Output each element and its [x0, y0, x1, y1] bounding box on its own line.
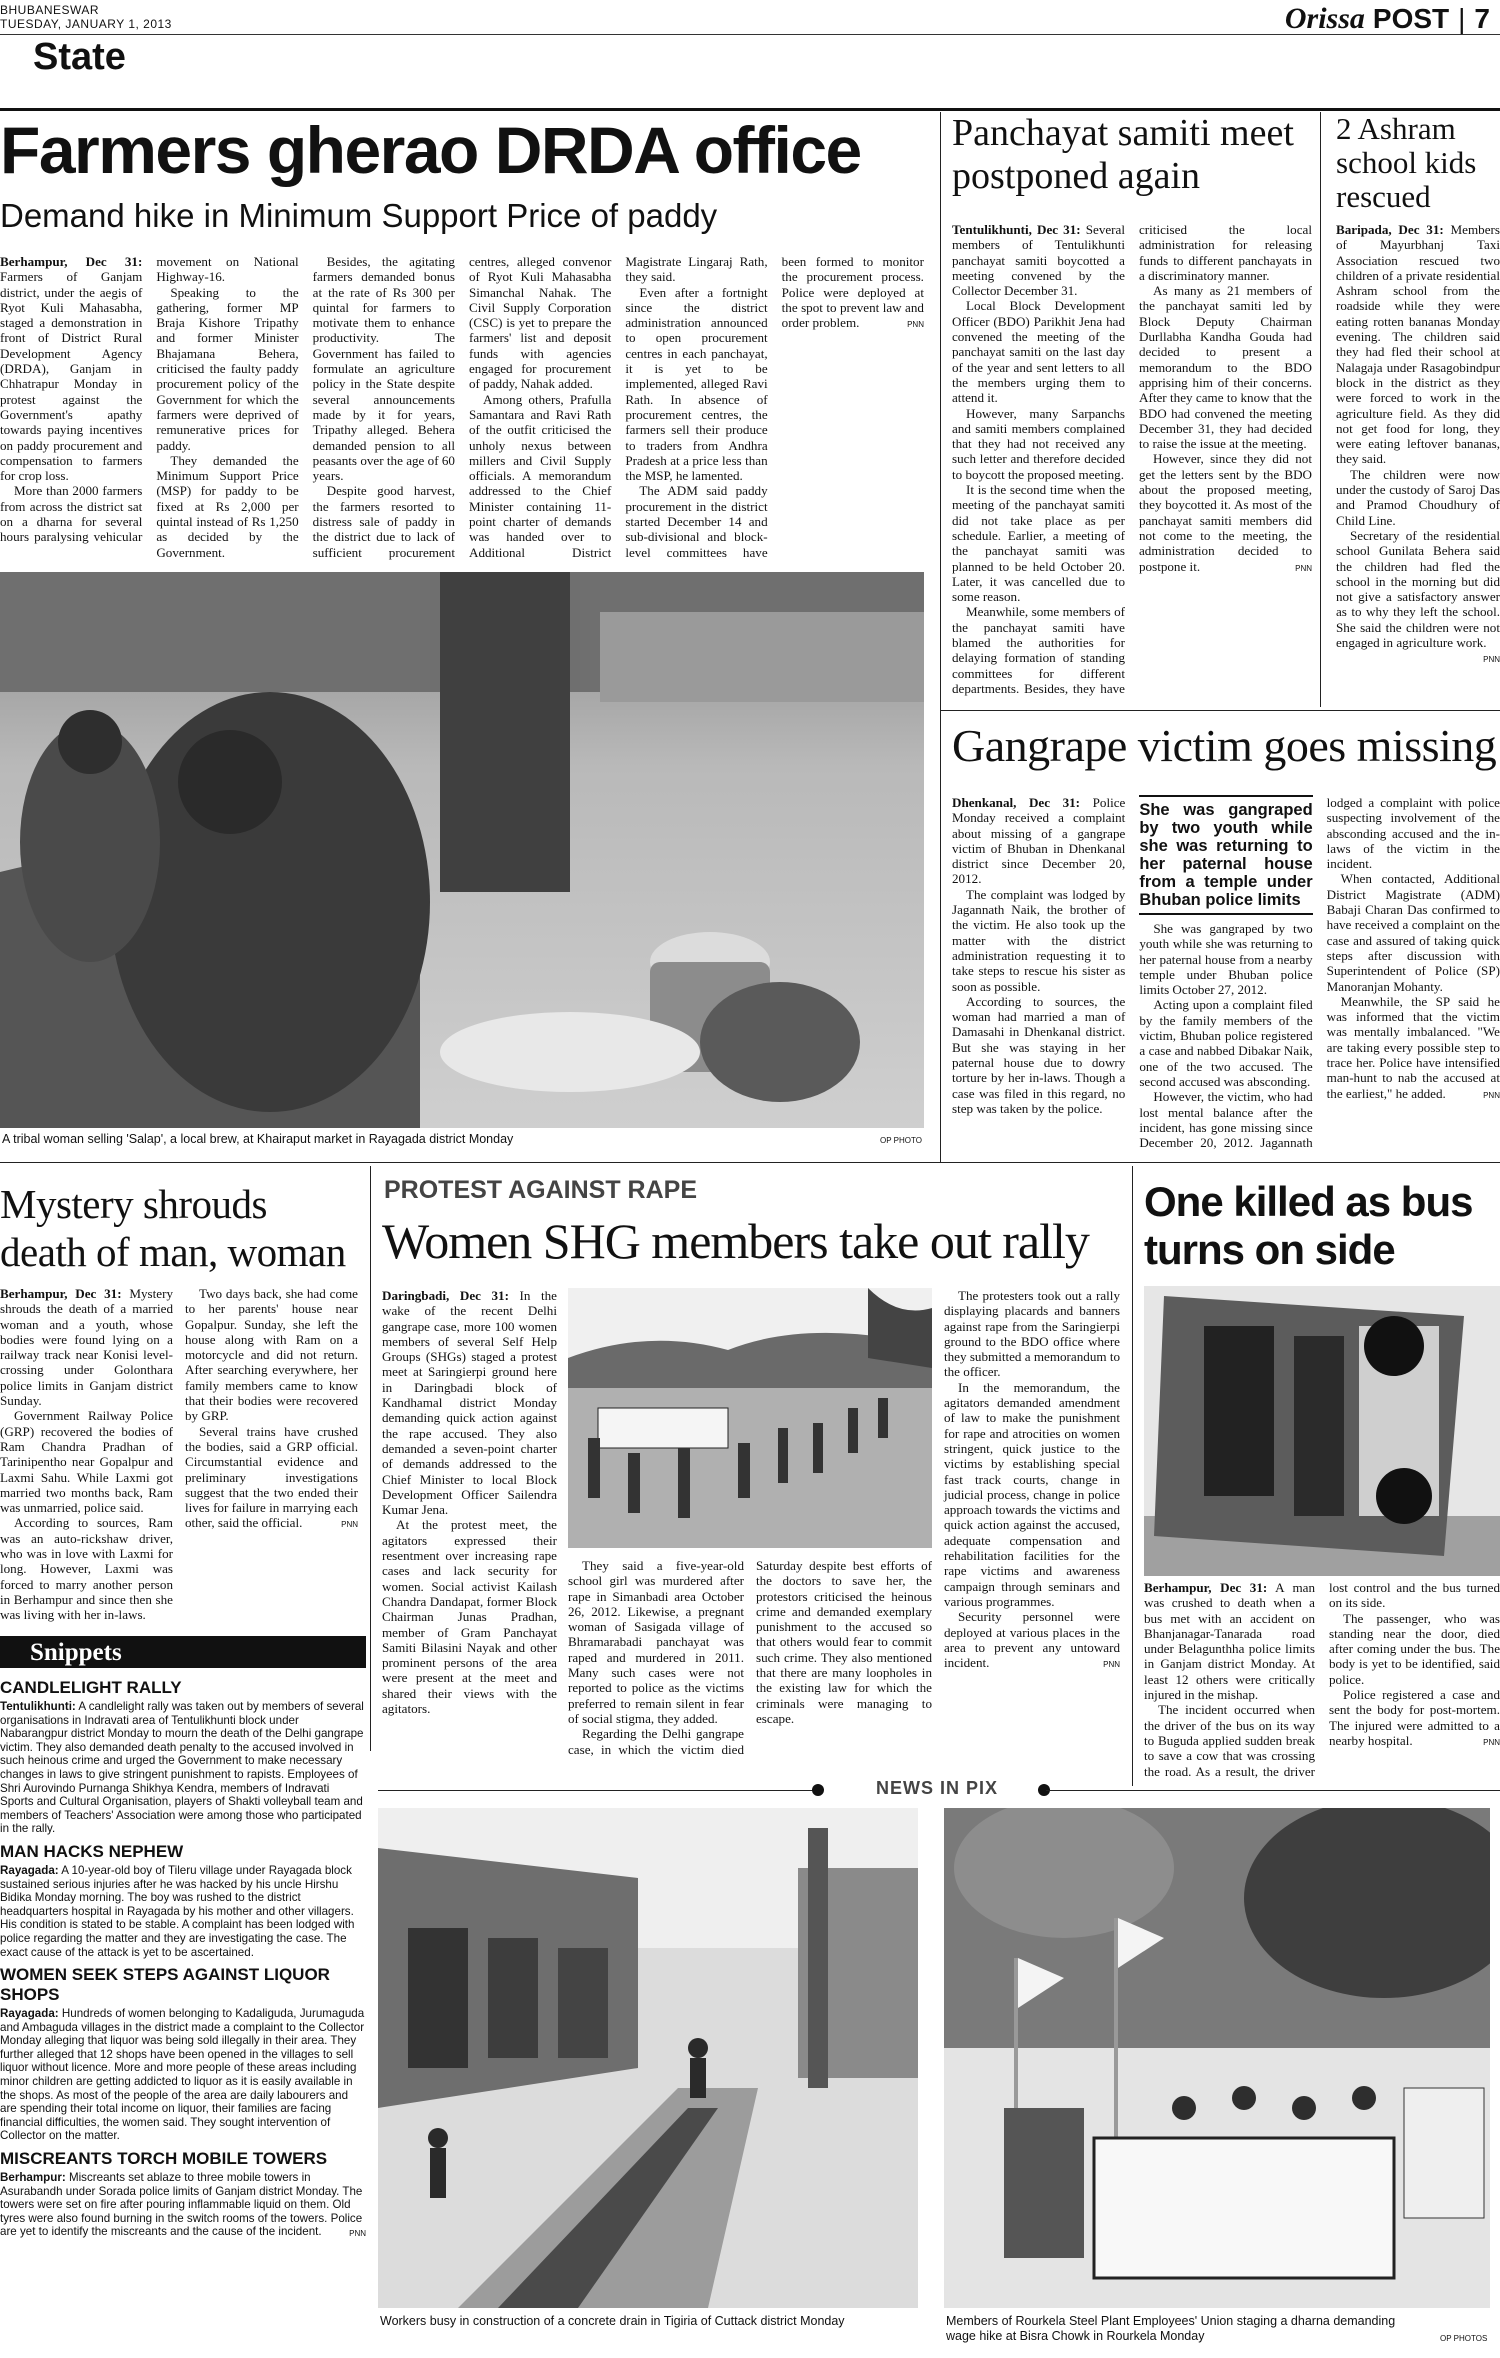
pix-photo-right — [944, 1808, 1490, 2308]
pix-caption-left: Workers busy in construction of a concrete drain in Tigiria of Cuttack district Monday — [380, 2314, 845, 2328]
pix-photo-left — [378, 1808, 918, 2308]
bus-body: Berhampur, Dec 31: A man was crushed to death when a bus met with an accident on Bhanjanagar-Tanarada road under Belagunthha police limits in Ganjam district Monday. At least 12 others were critically injured in the mishap. The incident occurred when the driver of the bus on its way to Buguda applied sudden break to save a cow that was crossing the road. As a result, the driver lost control and the bus turned on its side. The passenger, who was standing near the door, died after coming under the bus. The body is yet to be identified, said police. Police registered a case and sent the body for post-mortem. The injured were admitted to a nearby hospital. PNN — [1144, 1580, 1500, 1779]
paper-name-italic: Orissa — [1284, 2, 1365, 35]
lead-photo — [0, 572, 924, 1128]
rule-ashram-left — [1320, 112, 1321, 707]
masthead-city: BHUBANESWAR — [0, 3, 100, 17]
snippet-item: CANDLELIGHT RALLY Tentulikhunti: A candlelight rally was taken out by members of several organisations in Indravati area of Tentulikhunti block under Nabarangpur district Monday to mourn the death of the Delhi gangrape victim. They also demanded death penalty to the accused involved in such heinous crime and urged the Government to make necessary changes in laws to give stringent punishment to rapists. Employees of Shri Aurovindo Purnanga Shikhya Kendra, members of Indravati Sports and Cultural Organisation, players of Shakti volleyball team and members of Teachers' Association were among those who participated in the rally. — [0, 1678, 364, 1836]
rally-headline: Women SHG members take out rally — [382, 1213, 1089, 1269]
gangrape-headline: Gangrape victim goes missing — [952, 720, 1497, 771]
pix-rule-left — [378, 1790, 818, 1791]
lead-body: Berhampur, Dec 31: Farmers of Ganjam district, under the aegis of Ryot Kuli Mahasabha, staged a demonstration in front of District Rural Development Agency (DRDA), Ganjam in Chhatrapur Monday in protest against the Government's apathy towards paying incentives on paddy procurement and compensation to farmers for crop loss. More than 2000 farmers from across the district sat on a dharna for several hours paralysing vehicular movement on National Highway-16. Speaking to the gathering, former MP Braja Kishore Tripathy and former Minister Bhajamana Behera, criticised the faulty paddy procurement policy of the Government for which the farmers were deprived of remunerative prices for paddy. They demanded the Minimum Support Price (MSP) for paddy to be fixed at Rs 2,000 per quintal instead of Rs 1,250 as decided by the Government. Besides, the agitating farmers demanded bonus at the rate of Rs 300 per quintal for farmers to motivate them to enhance productivity. The Government has failed to formulate an agriculture policy in the State despite several announcements made by it for years, Tripathy alleged. Behera demanded pension to all peasants over the age of 60 years. Despite good harvest, the farmers resorted to distress sale of paddy in the district due to lack of sufficient procurement centres, alleged convenor of Ryot Kuli Mahasabha Simanchal Nahak. The Civil Supply Corporation (CSC) is yet to prepare the farmers' list and deposit funds with agencies engaged for procurement of paddy, Nahak added. Among others, Prafulla Samantara and Ravi Rath of the outfit criticised the unholy nexus between millers and Civil Supply officials. A memorandum addressed to the Chief Minister containing 11-point charter of demands was handed over to Additional District Magistrate Lingaraj Rath, they said. Even after a fortnight since the district administration announced to open procurement centres in each panchayat, it is yet to be implemented, alleged Ravi Rath. In absence of procurement centres, the farmers sell their produce to traders from Andhra Pradesh at a price less than the MSP, he lamented. The ADM said paddy procurement in the district started December 14 and sub-divisional and block-level committees have been formed to monitor the procurement process. Police were deployed at the spot to prevent law and order problem. PNN — [0, 254, 924, 560]
page-number: 7 — [1474, 3, 1490, 34]
panchayat-body: Tentulikhunti, Dec 31: Several members of Tentulikhunti panchayat samiti boycotted a meeting convened by the Collector December 31. Local Block Development Officer (BDO) Parikhit Jena had convened the meeting of the panchayat samiti on the last day of the year and sent letters to all the members urging them to attend it. However, many Sarpanchs and samiti members complained that they had not received any such letter and therefore decided to boycott the proposed meeting. It is the second time when the meeting of the panchayat samiti did not take place as per schedule. Earlier, a meeting of the panchayat samiti was planned to be held October 20. Later, it was cancelled due to some reason. Meanwhile, some members of the panchayat samiti have blamed the authorities for delaying formation of standing committees for different departments. Besides, they have criticised the local administration for releasing funds to different panchayats in a discriminatory manner. As many as 21 members of the panchayat samiti led by Block Deputy Chairman Durllabha Kandha Gouda had decided to present a memorandum to the BDO apprising him of their concerns. After they came to know that the BDO had convened the meeting December 31, they had decided to raise the issue at the meeting. However, since they did not get the letters sent by the BDO about the proposed meeting, they boycotted it. As most of the panchayat samiti members did not come to the meeting, the administration decided to postpone it. PNN — [952, 222, 1312, 696]
pix-dot-left — [812, 1784, 824, 1796]
pix-credit: OP PHOTOS — [1440, 2334, 1488, 2343]
ashram-headline: 2 Ashram school kids rescued — [1336, 111, 1477, 214]
gangrape-pull-quote: She was gangraped by two youth while she was returning to her paternal house from a temple under Bhuban police limits — [1139, 795, 1312, 915]
rally-kicker: PROTEST AGAINST RAPE — [384, 1176, 697, 1204]
snippets-list — [0, 1672, 366, 2332]
pix-caption-right: Members of Rourkela Steel Plant Employees' Union staging a dharna demanding wage hike at Bisra Chowk in Rourkela Monday — [946, 2314, 1396, 2343]
rally-photo — [568, 1288, 932, 1548]
snippets-title: Snippets — [30, 1639, 122, 1666]
snippet-item: MAN HACKS NEPHEW Rayagada: A 10-year-old boy of Tileru village under Rayagada block sustained serious injuries after he was hacked by his uncle Hirshu Bidika Monday morning. The boy was rushed to the district headquarters hospital in Rayagada by his mother and other villagers. His condition is stated to be stable. A complaint has been lodged with police regarding the matter and they are investigating the case. The exact cause of the attack is yet to be ascertained. — [0, 1841, 355, 1959]
ashram-body: Baripada, Dec 31: Members of Mayurbhanj Taxi Association rescued two children of a private residential Ashram school from the roadside while they were eating rotten bananas Monday evening. The children said they had fled their school at Nalagaja under Rasagobindpur block in the district as they were forced to work in the agriculture field. As they did not get food for long, they were eating leftover bananas, they said. The children were now under the custody of Saroj Das and Pramod Choudhury of Child Line. Secretary of the residential school Gunilata Behera said the children had fled the school in the morning but did not give a satisfactory answer as to why they left the school. She said the children were not engaged in agriculture work. PNN — [1336, 222, 1500, 665]
rally-body-mid: They said a five-year-old school girl was murdered after rape in Simanbadi area October 26, 2012. Likewise, a pregnant woman of Sasigada village of Bhramarabadi panchayat was raped and murdered in 2011. Many such cases were not reported to police as the victims preferred to remain silent in fear of social stigma, they added. Regarding the Delhi gangrape case, in which the victim died Saturday despite best efforts of the doctors to save her, the protestors criticised the heinous crime and demanded exemplary punishment to the accused so that others would fear to commit such crime. They also mentioned that there are many loopholes in the existing law for which the criminals were managing to escape. — [568, 1558, 932, 1757]
rule-gangrape-top — [940, 710, 1500, 711]
rule-mystery-right — [370, 1166, 371, 1751]
lead-credit: PNN — [907, 320, 924, 330]
snippet-item: WOMEN SEEK STEPS AGAINST LIQUOR SHOPS Rayagada: Hundreds of women belonging to Kadaliguda, Jurumaguda and Ambaguda villages in the district made a complaint to the Collector Monday alleging that liquor was being sold illegally in their area. They further alleged that 12 shops have been opened in the villages to sell liquor without licence. More and more people of these areas including minor children are getting addicted to liquor as it is easily available in the shops. As most of the people of the area are daily labourers and are spending their total income on liquor, their families are facing financial difficulties, the women said. They sought intervention of Collector on the matter. — [0, 1965, 365, 2143]
pix-rule-right — [1046, 1790, 1500, 1791]
panchayat-headline: Panchayat samiti meet postponed again — [952, 112, 1294, 197]
mystery-body: Berhampur, Dec 31: Mystery shrouds the death of a married woman and a youth, whose bodies were found lying on a railway track near Konisi level-crossing under Golonthara police limits in Ganjam district Sunday. Government Railway Police (GRP) recovered the bodies of Ram Chandra Pradhan of Tarinipentho near Gopalpur and Laxmi Sahu. While Laxmi got married two months back, Ram was unmarried, police said. According to sources, Ram was an auto-rickshaw driver, who was in love with Laxmi for long. However, Laxmi was forced to marry another person in Berhampur and since then she was living with her in-laws. Two days back, she had come to her parents' house near Gopalpur. Sunday, she left the house along with Ram on a motorcycle and did not return. After searching everywhere, her family members came to know that their bodies were recovered by GRP. Several trains have crushed the bodies, said a GRP official. Circumstantial evidence and preliminary investigations suggest that the two ended their lives for failure in marrying each other, said the official. PNN — [0, 1286, 358, 1623]
lead-photo-credit: OP PHOTO — [880, 1136, 922, 1145]
bus-photo — [1144, 1286, 1500, 1576]
section-title: State — [33, 36, 126, 78]
snippet-item: MISCREANTS TORCH MOBILE TOWERS Berhampur: Miscreants set ablaze to three mobile towers in Asurabandh under Sorada police limits of Ganjam district Monday. The towers were set on fire after pouring inflammable liquid on them. Old tyres were also found burning in the switch rooms of the towers. Police are yet to identify the miscreants and the cause of the incident. PNN — [0, 2149, 366, 2239]
rule-lower-top — [0, 1162, 1500, 1163]
rule-bus-left — [1132, 1166, 1133, 1786]
rally-body-left: Daringbadi, Dec 31: In the wake of the recent Delhi gangrape case, more 100 women members of several Self Help Groups (SHGs) staged a protest meet at Saringierpi ground here in Daringbadi block of Kandhamal district Monday demanding quick action against the rape accused. They also demanded a seven-point charter of demands addressed to the Chief Minister to local Block Development Officer Sailendra Kumar Jena. At the protest meet, the agitators expressed their resentment over increasing rape cases and lack security for women. Social activist Kailash Chandra Dandapat, former Block Chairman Junas Pradhan, member of Gram Panchayat Samiti Bilasini Nayak and other prominent persons of the area were present at the meet and shared their views with the agitators. — [382, 1288, 557, 1717]
pix-title: NEWS IN PIX — [876, 1778, 999, 1798]
masthead-date: TUESDAY, JANUARY 1, 2013 — [0, 17, 172, 31]
snippets-header — [0, 1636, 366, 1668]
gangrape-body: Dhenkanal, Dec 31: Police Monday received a complaint about missing of a gangrape victim of Bhuban in Dhenkanal district since December 20, 2012. The complaint was lodged by Jagannath Naik, the brother of the victim. He also took up the matter with the district administration requesting it to take steps to rescue his sister as soon as possible. According to sources, the woman had married a man of Damasahi in Dhenkanal district. But she was staying in her paternal house due to dowry torture by her in-laws. Though a case was filed in this regard, no step was taken by the police. She was gangraped by two youth while she was returning to her paternal house from a temple under Bhuban police limits She was gangraped by two youth while she was returning to her paternal house from a nearby temple under Bhuban police limits October 27, 2012. Acting upon a complaint filed by the family members of the victim, Bhuban police registered a case and nabbed Dibakar Naik, one of the two accused. The second accused was absconding. However, the victim, who had lost mental balance after the incident, has gone missing since December 20, 2012. Jagannath lodged a complaint with police suspecting involvement of the absconding accused and the in-laws of the victim in the incident. When contacted, Additional District Magistrate (ADM) Babaji Charan Das confirmed to have received a complaint on the case and assured of taking quick steps after discussion with Superintendent of Police (SP) Manoranjan Mohanty. Meanwhile, the SP said he was informed that the victim was mentally imbalanced. "We are taking every possible step to trace her. Police have intensified man-hunt to nab the accused at the earliest," he added. PNN — [952, 795, 1500, 1151]
masthead-rule — [0, 34, 1500, 35]
lead-dateline: Berhampur, Dec 31: — [0, 254, 143, 269]
lead-photo-caption: A tribal woman selling 'Salap', a local brew, at Khairaput market in Rayagada district Monday — [2, 1132, 514, 1146]
lead-subhead: Demand hike in Minimum Support Price of paddy — [0, 197, 718, 234]
paper-name-post: POST — [1372, 3, 1450, 34]
mystery-headline: Mystery shrouds death of man, woman — [0, 1181, 346, 1275]
rule-lead-right — [940, 112, 941, 1162]
rally-body-right: The protesters took out a rally displaying placards and banners against rape from the Saringierpi ground to the BDO office where they submitted a memorandum to the officer. In the memorandum, the agitators demanded amendment of law to make the punishment for rape and atrocities on women stringent, quick justice to the victims by establishing special fast track courts, change in judicial process, change in police approach towards the victims and quick action against the accused, adequate compensation and rehabilitation facilities for the rape victims and awareness campaign through seminars and various programmes. Security personnel were deployed at various places in the area to prevent any untoward incident. PNN — [944, 1288, 1121, 1671]
paper-brand: Orissa POST | 7 — [1284, 2, 1490, 35]
lead-headline: Farmers gherao DRDA office — [0, 113, 861, 187]
bus-headline: One killed as bus turns on side — [1144, 1178, 1473, 1273]
